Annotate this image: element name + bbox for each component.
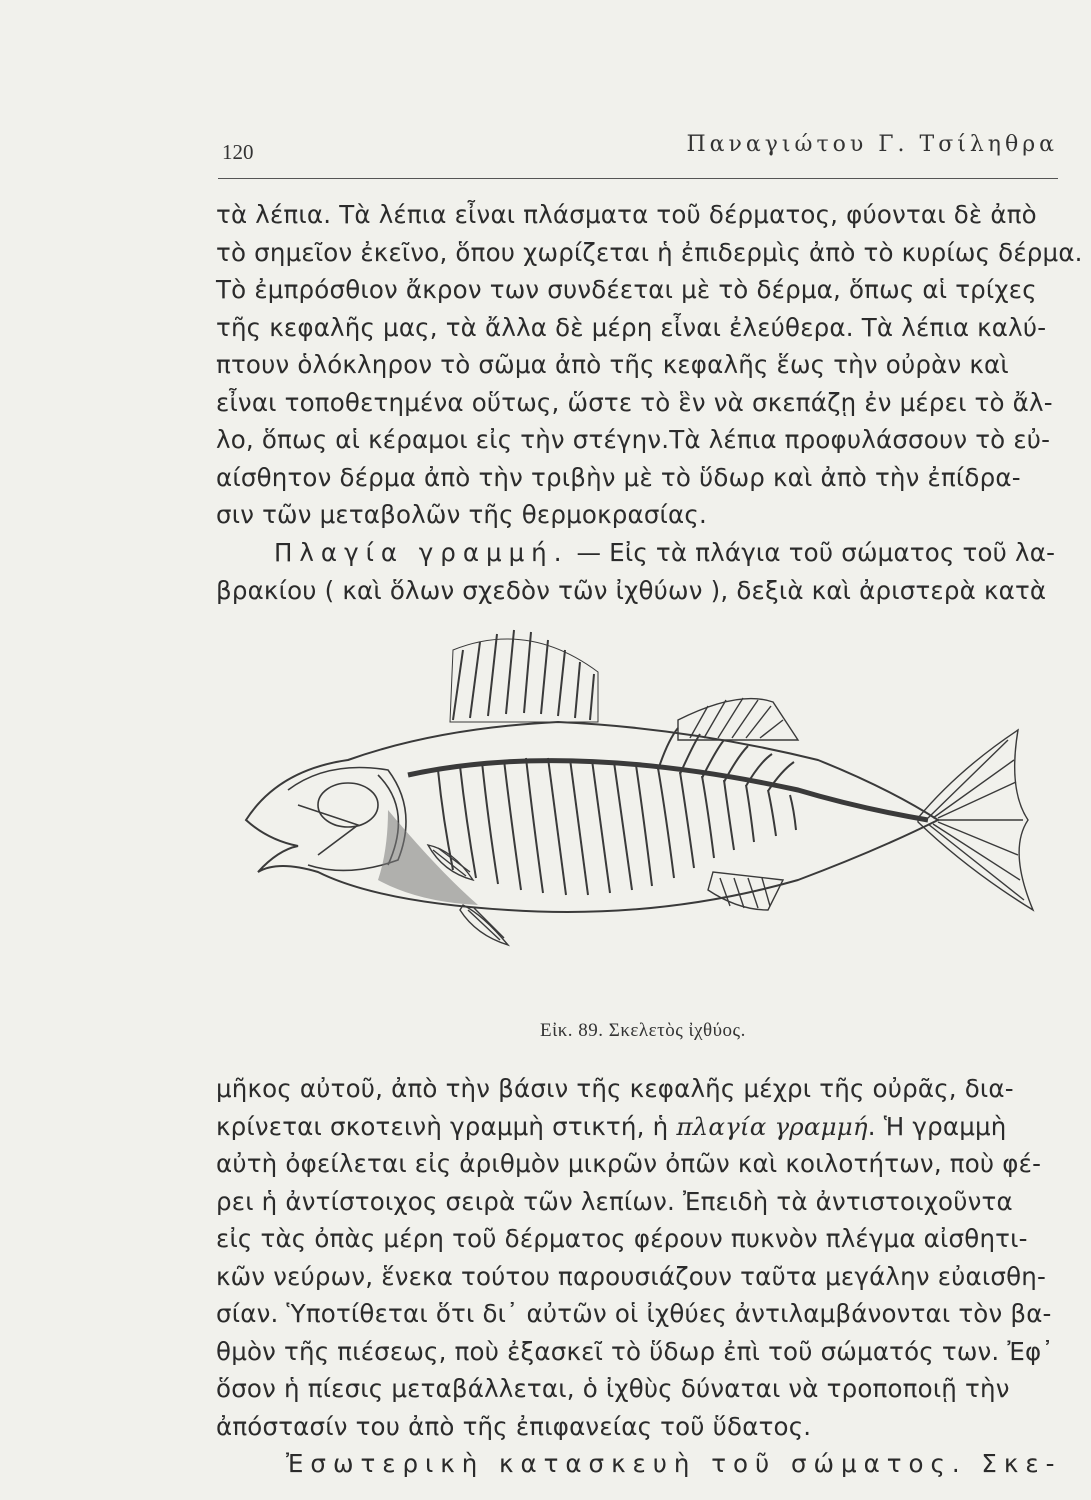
paragraph-scales [216, 196, 1083, 534]
figure-caption: Εἰκ. 89. Σκελετὸς ἰχθύος. [540, 1020, 746, 1041]
term-lateral-line: πλαγία γραμμή [676, 1111, 868, 1141]
text-line: λο, ὅπως αἱ κέραμοι εἰς τὴν στέγην.Τὰ λέπια προφυλάσσουν τὸ εὐ- [216, 425, 1051, 454]
text-line: σιν τῶν μεταβολῶν τῆς θερμοκρασίας. [216, 500, 707, 529]
text-line: πτουν ὁλόκληρον τὸ σῶμα ἀπὸ τῆς κεφαλῆς ἕως τὴν οὐρὰν καὶ [216, 350, 1009, 379]
pelvic-fin [460, 905, 508, 945]
text-line: Τὸ ἐμπρόσθιον ἄκρον των συνδέεται μὲ τὸ δέρμα, ὅπως αἱ τρίχες [216, 275, 1037, 304]
text-line: κῶν νεύρων, ἕνεκα τούτου παρουσιάζουν ταῦτα μεγάλην εὐαισθη- [216, 1261, 1047, 1291]
page-header [218, 128, 1058, 179]
text-line: τὸ σημεῖον ἐκεῖνο, ὅπου χωρίζεται ἡ ἐπιδερμὶς ἀπὸ τὸ κυρίως δέρμα. [216, 237, 1083, 267]
paragraph-lateral-line [216, 534, 1076, 609]
text-line: αὐτὴ ὀφείλεται εἰς ἀριθμὸν μικρῶν ὀπῶν καὶ κοιλοτήτων, ποὺ φέ- [216, 1149, 1042, 1178]
body-cavity-shading [378, 810, 478, 905]
text-line: τὰ λέπια. Τὰ λέπια εἶναι πλάσματα τοῦ δέρματος, φύονται δὲ ἀπὸ [216, 200, 1037, 229]
section-heading-internal-structure: Ἐσωτερικὴ κατασκευὴ τοῦ σώματος. Σκε- [286, 1449, 1062, 1478]
text-line [216, 534, 1076, 572]
fish-skeleton-illustration [238, 610, 1078, 1030]
ribs [438, 728, 796, 895]
text-line: μῆκος αὐτοῦ, ἀπὸ τὴν βάσιν τῆς κεφαλῆς μέχρι τῆς οὐρᾶς, δια- [216, 1074, 1014, 1103]
text-line: εἶναι τοποθετημένα οὕτως, ὥστε τὸ ἓν νὰ σκεπάζῃ ἐν μέρει τὸ ἄλ- [216, 387, 1053, 417]
text-fragment: . Ἡ γραμμὴ [867, 1111, 1007, 1141]
text-line [216, 1445, 1076, 1483]
running-head: Παναγιώτου Γ. Τσίληθρα [686, 132, 1058, 157]
text-line: εἰς τὰς ὀπὰς μέρη τοῦ δέρματος φέρουν πυκνὸν πλέγμα αἰσθητι- [216, 1224, 1028, 1253]
section-heading-lateral-line: Πλαγία γραμμή. [274, 538, 569, 567]
text-line: ὅσον ἡ πίεσις μεταβάλλεται, ὁ ἰχθὺς δύναται νὰ τροποποιῇ τὴν [216, 1374, 1010, 1403]
text-line: βρακίου ( καὶ ὅλων σχεδὸν τῶν ἰχθύων ), δεξιὰ καὶ ἀριστερὰ κατὰ [216, 575, 1047, 605]
text-line: σίαν. Ὑποτίθεται ὅτι δι᾽ αὐτῶν οἱ ἰχθύες ἀντιλαμβάνονται τὸν βα- [216, 1299, 1052, 1328]
text-line: ἀπόστασίν του ἀπὸ τῆς ἐπιφανείας τοῦ ὕδατος. [216, 1411, 812, 1441]
paragraph-lateral-line-continued [216, 1070, 1076, 1483]
text-line: τῆς κεφαλῆς μας, τὰ ἄλλα δὲ μέρη εἶναι ἐλεύθερα. Τὰ λέπια καλύ- [216, 312, 1047, 342]
text-line: αίσθητον δέρμα ἀπὸ τὴν τριβὴν μὲ τὸ ὕδωρ καὶ ἀπὸ τὴν ἐπίδρα- [216, 462, 1021, 492]
soft-dorsal-fin [678, 698, 798, 740]
text-line [216, 1108, 1076, 1146]
dorsal-fin-spines [450, 630, 598, 722]
text-line: ρει ἡ ἀντίστοιχος σειρὰ τῶν λεπίων. Ἐπειδὴ τὰ ἀντιστοιχοῦντα [216, 1186, 1013, 1216]
text-line: θμὸν τῆς πιέσεως, ποὺ ἐξασκεῖ τὸ ὕδωρ ἐπὶ τοῦ σώματός των. Ἐφ᾽ [216, 1336, 1054, 1366]
page-number: 120 [222, 140, 254, 164]
caudal-fin [918, 730, 1033, 910]
text-fragment: κρίνεται σκοτεινὴ γραμμὴ στικτή, ἡ [216, 1111, 677, 1141]
anal-fin [708, 872, 783, 910]
body-outline [246, 722, 938, 912]
text-fragment: — Εἰς τὰ πλάγια τοῦ σώματος τοῦ λα- [568, 538, 1056, 567]
